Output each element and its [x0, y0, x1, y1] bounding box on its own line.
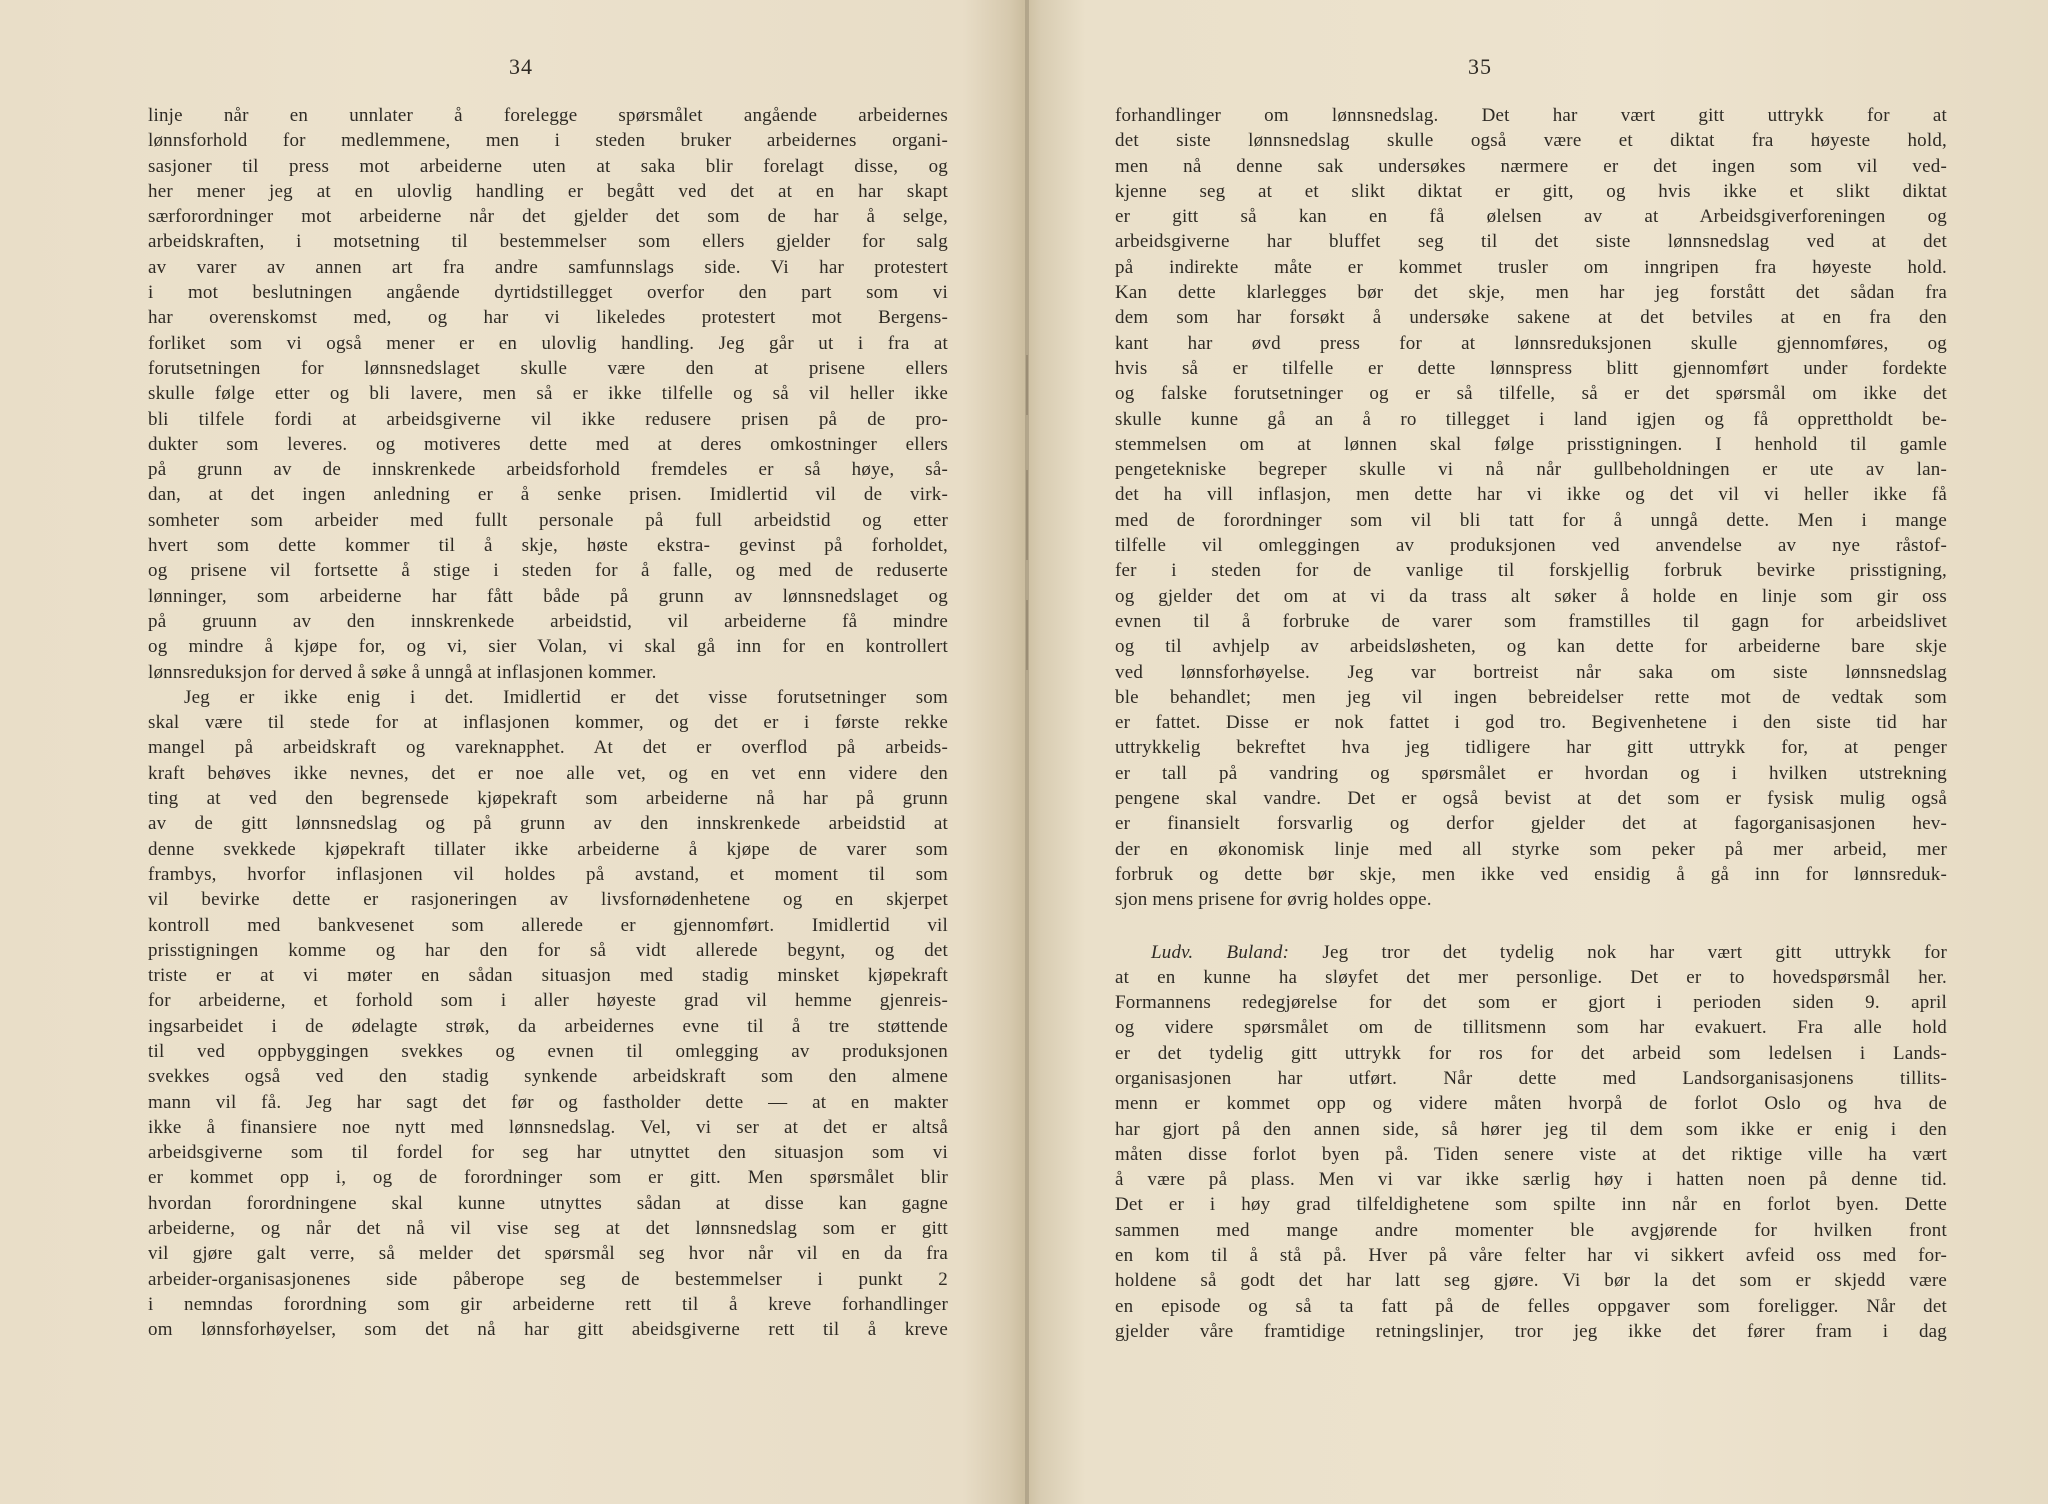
- text-line: mann vil få. Jeg har sagt det før og fastholder dette — at en makter: [148, 1091, 948, 1113]
- text-line: holdene så godt det har latt seg gjøre. Vi bør la det som er skjedd være: [1115, 1270, 1947, 1292]
- text-line: sammen med mange andre momenter ble avgjørende for hvilken front: [1115, 1219, 1947, 1241]
- page-number-left: 34: [509, 54, 533, 79]
- text-line: og mindre å kjøpe for, og vi, sier Volan, vi skal gå inn for en kontrollert: [148, 636, 948, 658]
- text-line: er det tydelig gitt uttrykk for ros for det arbeid som ledelsen i Lands-: [1115, 1042, 1947, 1064]
- text-line: der en økonomisk linje med all styrke som peker på mer arbeid, mer: [1115, 838, 1947, 860]
- text-line: mangel på arbeidskraft og vareknapphet. At det er overflod på arbeids-: [148, 737, 948, 759]
- speaker-name: Ludv. Buland:: [1151, 941, 1290, 963]
- margin-pencil-mark: [1026, 355, 1028, 415]
- text-line: lønnsreduksjon for derved å søke å unngå at inflasjonen kommer.: [148, 661, 657, 683]
- text-line: pengene skal vandre. Det er også bevist at det som er fysisk mulig også: [1115, 788, 1947, 810]
- text-line: uttrykkelig bekreftet hva jeg tidligere har gitt uttrykk for, at penger: [1115, 737, 1947, 759]
- text-line: hvert som dette kommer til å skje, høste ekstra- gevinst på forholdet,: [148, 535, 948, 557]
- text-line: har overenskomst med, og har vi likeledes protestert mot Bergens-: [148, 307, 948, 329]
- text-line: det ha vill inflasjon, men dette har vi ikke og det vil vi heller ikke få: [1115, 484, 1947, 506]
- text-line: kontroll med bankvesenet som allerede er gjennomført. Imidlertid vil: [148, 914, 948, 936]
- text-line: ting at ved den begrensede kjøpekraft som arbeiderne nå har på grunn: [148, 788, 948, 810]
- text-line: tilfelle vil omleggingen av produksjonen ved anvendelse av nye råstof-: [1115, 535, 1947, 557]
- text-line: ingsarbeidet i de ødelagte strøk, da arbeidernes evne til å tre støttende: [148, 1015, 948, 1037]
- text-line: og videre spørsmålet om de tillitsmenn som har evakuert. Fra alle hold: [1115, 1017, 1947, 1039]
- text-line: på indirekte måte er kommet trusler om inngripen fra høyeste hold.: [1115, 256, 1947, 278]
- text-line: og til avhjelp av arbeidsløsheten, og kan dette for arbeiderne bare skje: [1115, 636, 1947, 658]
- text-line: å være på plass. Men vi var ikke særlig høy i hatten noen på denne tid.: [1115, 1169, 1947, 1191]
- text-line: det siste lønnsnedslag skulle også være et diktat fra høyeste hold,: [1115, 130, 1947, 152]
- text-line: svekkes også ved den stadig synkende arbeidskraft som den almene: [148, 1066, 948, 1088]
- speaker-text: Jeg tror det tydelig nok har vært gitt uttrykk for: [1322, 941, 1948, 963]
- text-line: sjon mens prisene for øvrig holdes oppe.: [1115, 889, 1432, 911]
- text-line: somheter som arbeider med fullt personale på full arbeidstid og etter: [148, 509, 948, 531]
- text-line: av de gitt lønnsnedslag og på grunn av den innskrenkede arbeidstid at: [148, 813, 948, 835]
- paragraph-spacer: [1115, 913, 1947, 940]
- text-line: kjenne seg at et slikt diktat er gitt, og hvis ikke et slikt diktat: [1115, 180, 1947, 202]
- text-line: i nemndas forordning som gir arbeiderne rett til å kreve forhandlinger: [148, 1293, 948, 1315]
- text-line: med de forordninger som vil bli tatt for å unngå dette. Men i mange: [1115, 509, 1947, 531]
- text-line: ble behandlet; men jeg vil ingen bebreidelser rette mot de vedtak som: [1115, 686, 1947, 708]
- text-line: linje når en unnlater å forelegge spørsmålet angående arbeidernes: [148, 105, 948, 126]
- text-line: er fattet. Disse er nok fattet i god tro. Begivenhetene i den siste tid har: [1115, 712, 1947, 734]
- text-line: kraft behøves ikke nevnes, det er noe alle vet, og en vet enn videre den: [148, 762, 948, 784]
- text-line: til ved oppbyggingen svekkes og evnen til omlegging av produksjonen: [148, 1040, 948, 1062]
- text-line: er kommet opp i, og de forordninger som er gitt. Men spørsmålet blir: [148, 1167, 948, 1189]
- text-line: forliket som vi også mener er en ulovlig handling. Jeg går ut i fra at: [148, 332, 948, 354]
- text-line: Kan dette klarlegges bør det skje, men har jeg forstått det sådan fra: [1115, 282, 1947, 304]
- text-line: kant har øvd press for at lønnsreduksjonen skulle gjennomføres, og: [1115, 332, 1947, 354]
- margin-pencil-mark: [1026, 600, 1028, 670]
- left-page-text: [148, 103, 948, 1343]
- text-line: og prisene vil fortsette å stige i steden for å falle, og med de reduserte: [148, 560, 948, 582]
- text-line: av varer av annen art fra andre samfunnslags side. Vi har protestert: [148, 256, 948, 278]
- text-line: bli tilfele fordi at arbeidsgiverne vil ikke redusere prisen på de pro-: [148, 408, 948, 430]
- text-line: evnen til å forbruke de varer som framstilles til gagn for arbeidslivet: [1115, 610, 1947, 632]
- text-line: hvis så er tilfelle er dette lønnspress blitt gjennomført under fordekte: [1115, 357, 1947, 379]
- margin-pencil-mark: [1026, 470, 1028, 560]
- text-line: Det er i høy grad tilfeldighetene som spilte inn når en forlot byen. Dette: [1115, 1194, 1947, 1216]
- text-line: måten disse forlot byen på. Tiden senere viste at det riktige ville ha vært: [1115, 1143, 1947, 1165]
- text-line: skulle følge etter og bli lavere, men så er ikke tilfelle og så vil heller ikke: [148, 383, 948, 405]
- text-line: her mener jeg at en ulovlig handling er begått ved det at en har skapt: [148, 180, 948, 202]
- text-line: har gjort på den annen side, så hører jeg til dem som ikke er enig i den: [1115, 1118, 1947, 1140]
- text-line: dan, at det ingen anledning er å senke prisen. Imidlertid vil de virk-: [148, 484, 948, 506]
- text-line: i mot beslutningen angående dyrtidstillegget overfor den part som vi: [148, 282, 948, 304]
- text-line: menn er kommet opp og videre måten hvorpå de forlot Oslo og hva de: [1115, 1093, 1947, 1115]
- text-line: på grunn av de innskrenkede arbeidsforhold fremdeles er så høye, så-: [148, 459, 948, 481]
- text-line: på gruunn av den innskrenkede arbeidstid, vil arbeiderne få mindre: [148, 610, 948, 632]
- text-line: triste er at vi møter en sådan situasjon med stadig minsket kjøpekraft: [148, 965, 948, 987]
- text-line: arbeidskraften, i motsetning til bestemmelser som ellers gjelder for salg: [148, 231, 948, 253]
- right-page: [1029, 0, 2048, 1504]
- text-line: arbeiderne, og når det nå vil vise seg at det lønnsnedslag som er gitt: [148, 1218, 948, 1240]
- text-line: forhandlinger om lønnsnedslag. Det har vært gitt uttrykk for at: [1115, 105, 1947, 126]
- text-line: ikke å finansiere noe nytt med lønnsnedslag. Vel, vi ser at det er altså: [148, 1116, 948, 1138]
- text-line: Jeg er ikke enig i det. Imidlertid er det visse forutsetninger som: [184, 686, 948, 708]
- text-line: en kom til å stå på. Hver på våre felter har vi sikkert avfeid oss med for-: [1115, 1245, 1947, 1267]
- text-line: men nå denne sak undersøkes nærmere er det ingen som vil ved-: [1115, 155, 1947, 177]
- text-line: dem som har forsøkt å undersøke sakene at det betviles at en fra den: [1115, 307, 1947, 329]
- text-line: om lønnsforhøyelser, som det nå har gitt abeidsgiverne rett til å kreve: [148, 1319, 948, 1341]
- text-line: og gjelder det om at vi da trass alt søker å holde en linje som gir oss: [1115, 585, 1947, 607]
- text-line: er finansielt forsvarlig og derfor gjelder det at fagorganisasjonen hev-: [1115, 813, 1947, 835]
- text-line: særforordninger mot arbeiderne når det gjelder det som de har å selge,: [148, 206, 948, 228]
- page-number-right: 35: [1468, 54, 1492, 79]
- text-line: arbeidsgiverne som til fordel for seg har utnyttet den situasjon som vi: [148, 1142, 948, 1164]
- text-line: at en kunne ha sløyfet det mer personlige. Det er to hovedspørsmål her.: [1115, 966, 1947, 988]
- text-line: skal være til stede for at inflasjonen kommer, og det er i første rekke: [148, 712, 948, 734]
- text-line: ved lønnsforhøyelse. Jeg var bortreist når saka om siste lønnsnedslag: [1115, 661, 1947, 683]
- text-line: prisstigningen komme og har den for så vidt allerede begynt, og det: [148, 939, 948, 961]
- text-line: vil bevirke dette er rasjoneringen av livsfornødenhetene og en skjerpet: [148, 889, 948, 911]
- text-line: arbeider-organisasjonenes side påberope seg de bestemmelser i punkt 2: [148, 1268, 948, 1290]
- text-line: arbeidsgiverne har bluffet seg til det siste lønnsnedslag ved at det: [1115, 231, 1947, 253]
- text-line: lønnsforhold for medlemmene, men i steden bruker arbeidernes organi-: [148, 130, 948, 152]
- text-line: fer i steden for de vanlige til forskjellig forbruk bevirke prisstigning,: [1115, 560, 1947, 582]
- text-line: pengetekniske begreper skulle vi nå når gullbeholdningen er ute av lan-: [1115, 459, 1947, 481]
- text-line: dukter som leveres. og motiveres dette med at deres omkostninger ellers: [148, 433, 948, 455]
- text-line: en episode og så ta fatt på de felles oppgaver som foreligger. Når det: [1115, 1295, 1947, 1317]
- text-line: Formannens redegjørelse for det som er gjort i perioden siden 9. april: [1115, 992, 1947, 1014]
- text-line: for arbeiderne, et forhold som i aller høyeste grad vil hemme gjenreis-: [148, 990, 948, 1012]
- text-line: er tall på vandring og spørsmålet er hvordan og i hvilken utstrekning: [1115, 762, 1947, 784]
- text-line: denne svekkede kjøpekraft tillater ikke arbeiderne å kjøpe de varer som: [148, 838, 948, 860]
- text-line: stemmelsen om at lønnen skal følge prisstigningen. I henhold til gamle: [1115, 433, 1947, 455]
- text-line: vil gjøre galt verre, så melder det spørsmål seg hvor når vil en da fra: [148, 1243, 948, 1265]
- text-line: forbruk og dette bør skje, men ikke ved ensidig å gå inn for lønnsreduk-: [1115, 863, 1947, 885]
- text-line: hvordan forordningene skal kunne utnyttes sådan at disse kan gagne: [148, 1192, 948, 1214]
- text-line: gjelder våre framtidige retningslinjer, tror jeg ikke det fører fram i dag: [1115, 1320, 1947, 1342]
- text-line: sasjoner til press mot arbeiderne uten at saka blir forelagt disse, og: [148, 155, 948, 177]
- text-line: lønninger, som arbeiderne har fått både på grunn av lønnsnedslaget og: [148, 585, 948, 607]
- right-page-text: [1115, 103, 1947, 1344]
- text-line: organisasjonen har utført. Når dette med Landsorganisasjonens tillits-: [1115, 1067, 1947, 1089]
- speaker-line: [1115, 940, 1947, 965]
- text-line: er gitt så kan en få ølelsen av at Arbeidsgiverforeningen og: [1115, 206, 1947, 228]
- text-line: og falske forutsetninger og er så tilfelle, så er det spørsmål om ikke det: [1115, 383, 1947, 405]
- text-line: frambys, hvorfor inflasjonen vil holdes på avstand, et moment til som: [148, 863, 948, 885]
- text-line: forutsetningen for lønnsnedslaget skulle være den at prisene ellers: [148, 357, 948, 379]
- text-line: skulle kunne gå an å ro tillegget i land igjen og få opprettholdt be-: [1115, 408, 1947, 430]
